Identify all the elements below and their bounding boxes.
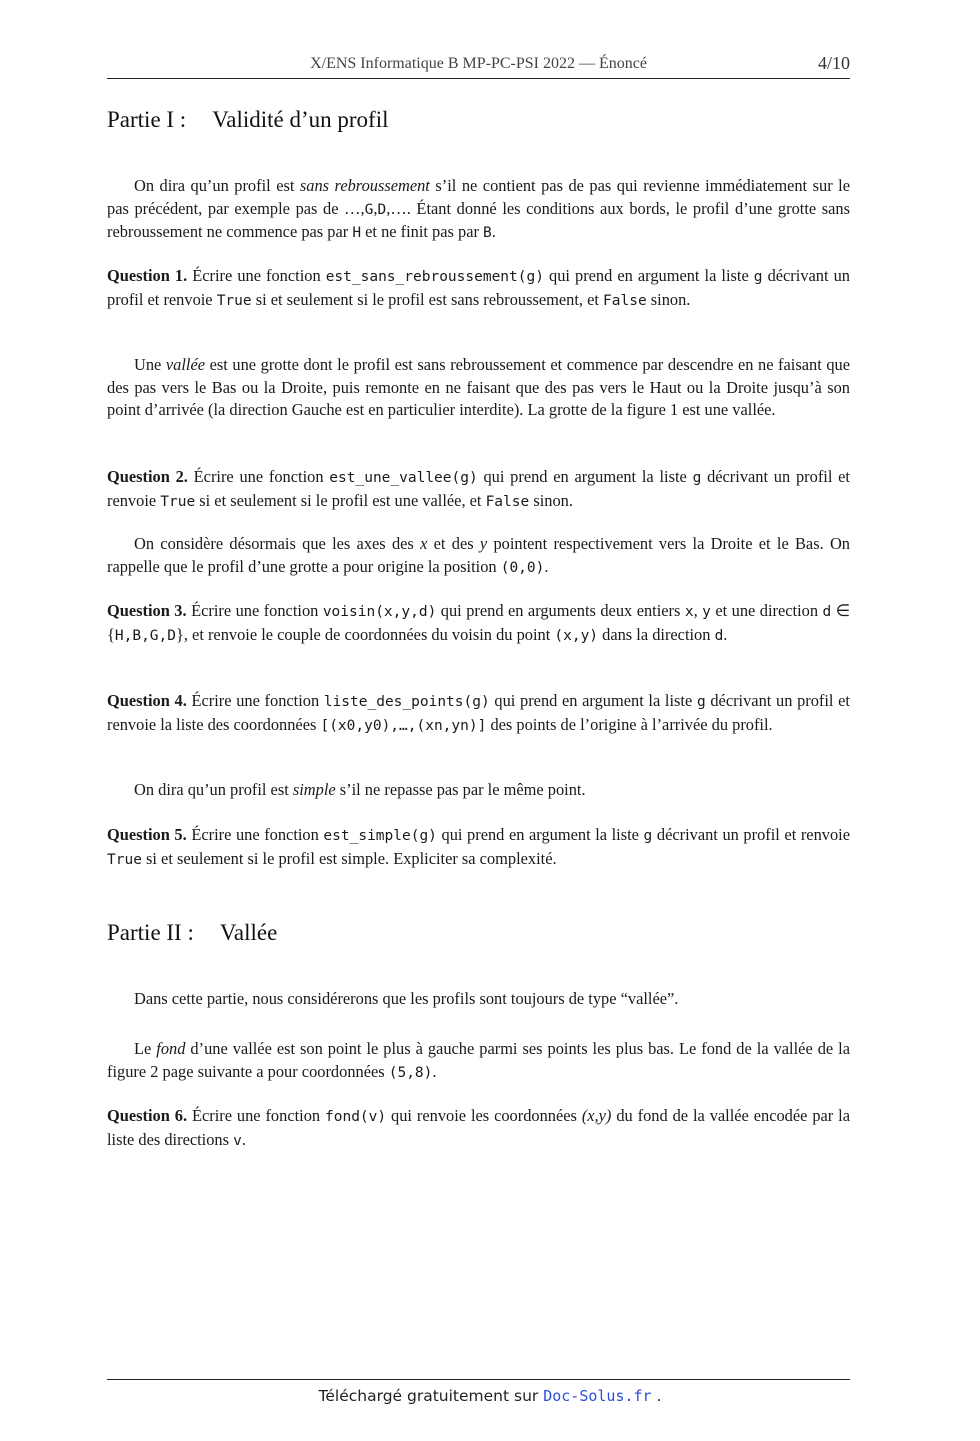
question-1-label: Question 1. — [107, 266, 188, 285]
question-4-label: Question 4. — [107, 691, 187, 710]
paragraph-simple: On dira qu’un profil est simple s’il ne repasse pas par le même point. — [134, 780, 586, 799]
part-2-heading — [107, 920, 277, 946]
question-2-label: Question 2. — [107, 467, 188, 486]
part-1-label: Partie I : — [107, 107, 187, 132]
paragraph-fond: Le fond d’une vallée est son point le plus à gauche parmi ses points les plus bas. Le fond de la vallée de la figure 2 page suivante a pour coordonnées (5,8). — [107, 1039, 850, 1081]
question-5: Question 5. Écrire une fonction est_simple(g) qui prend en argument la liste g décrivant un profil et renvoie True si et seulement si le profil est simple. Expliciter sa complexité. — [107, 825, 850, 868]
page-header — [107, 54, 850, 79]
question-4: Question 4. Écrire une fonction liste_des_points(g) qui prend en argument la liste g décrivant un profil et renvoie la liste des coordonnées [(x0,y0),…,(xn,yn)] des points de l’origine à l’arrivée du profil. — [107, 691, 850, 734]
page-footer: Téléchargé gratuitement sur Doc-Solus.fr . — [318, 1387, 662, 1405]
part-1-name: Validité d’un profil — [212, 107, 389, 132]
question-6: Question 6. Écrire une fonction fond(v) qui renvoie les coordonnées (x,y) du fond de la vallée encodée par la liste des directions v. — [107, 1106, 850, 1149]
footer-rule — [107, 1379, 850, 1380]
paragraph-rebroussement: On dira qu’un profil est sans rebroussement s’il ne contient pas de pas qui revienne immédiatement sur le pas précédent, par exemple pas de …,G,D,…. Étant donné les conditions aux bords, le profil d’une grotte sans rebroussement ne commence pas par H et ne finit pas par B. — [107, 176, 850, 241]
question-2: Question 2. Écrire une fonction est_une_vallee(g) qui prend en argument la liste g décrivant un profil et renvoie True si et seulement si le profil est une vallée, et False sinon. — [107, 467, 850, 510]
running-title: X/ENS Informatique B MP-PC-PSI 2022 — Énoncé — [310, 55, 647, 72]
paragraph-vallee: Une vallée est une grotte dont le profil est sans rebroussement et commence par descendre en ne faisant que des pas vers le Bas ou la Droite, puis remonte en ne faisant que des pas vers le Haut ou la Droite jusqu’à son point d’arrivée (la direction Gauche est en particulier interdite). La grotte de la figure 1 est une vallée. — [107, 355, 850, 419]
question-1: Question 1. Écrire une fonction est_sans_rebroussement(g) qui prend en argument la liste g décrivant un profil et renvoie True si et seulement si le profil est sans rebroussement, et False sinon. — [107, 266, 850, 309]
part-2-label: Partie II : — [107, 920, 194, 945]
paragraph-type-vallee: Dans cette partie, nous considérerons que les profils sont toujours de type “vallée”. — [134, 989, 679, 1008]
paragraph-axes: On considère désormais que les axes des x et des y pointent respectivement vers la Droite et le Bas. On rappelle que le profil d’une grotte a pour origine la position (0,0). — [107, 534, 850, 576]
question-5-label: Question 5. — [107, 825, 187, 844]
part-2-name: Vallée — [219, 920, 278, 945]
footer-text: Téléchargé gratuitement sur — [318, 1387, 544, 1405]
question-3: Question 3. Écrire une fonction voisin(x,y,d) qui prend en arguments deux entiers x, y et une direction d ∈ {H,B,G,D}, et renvoie le couple de coordonnées du voisin du point (x,y) dans la direction d. — [107, 601, 851, 644]
part-1-heading — [107, 107, 389, 133]
doc-solus-link[interactable]: Doc-Solus.fr — [543, 1387, 652, 1405]
points-list: [(x0,y0),…,(xn,yn)] — [320, 717, 487, 734]
page-number: 4/10 — [817, 53, 850, 73]
question-6-label: Question 6. — [107, 1106, 188, 1125]
question-3-label: Question 3. — [107, 601, 187, 620]
